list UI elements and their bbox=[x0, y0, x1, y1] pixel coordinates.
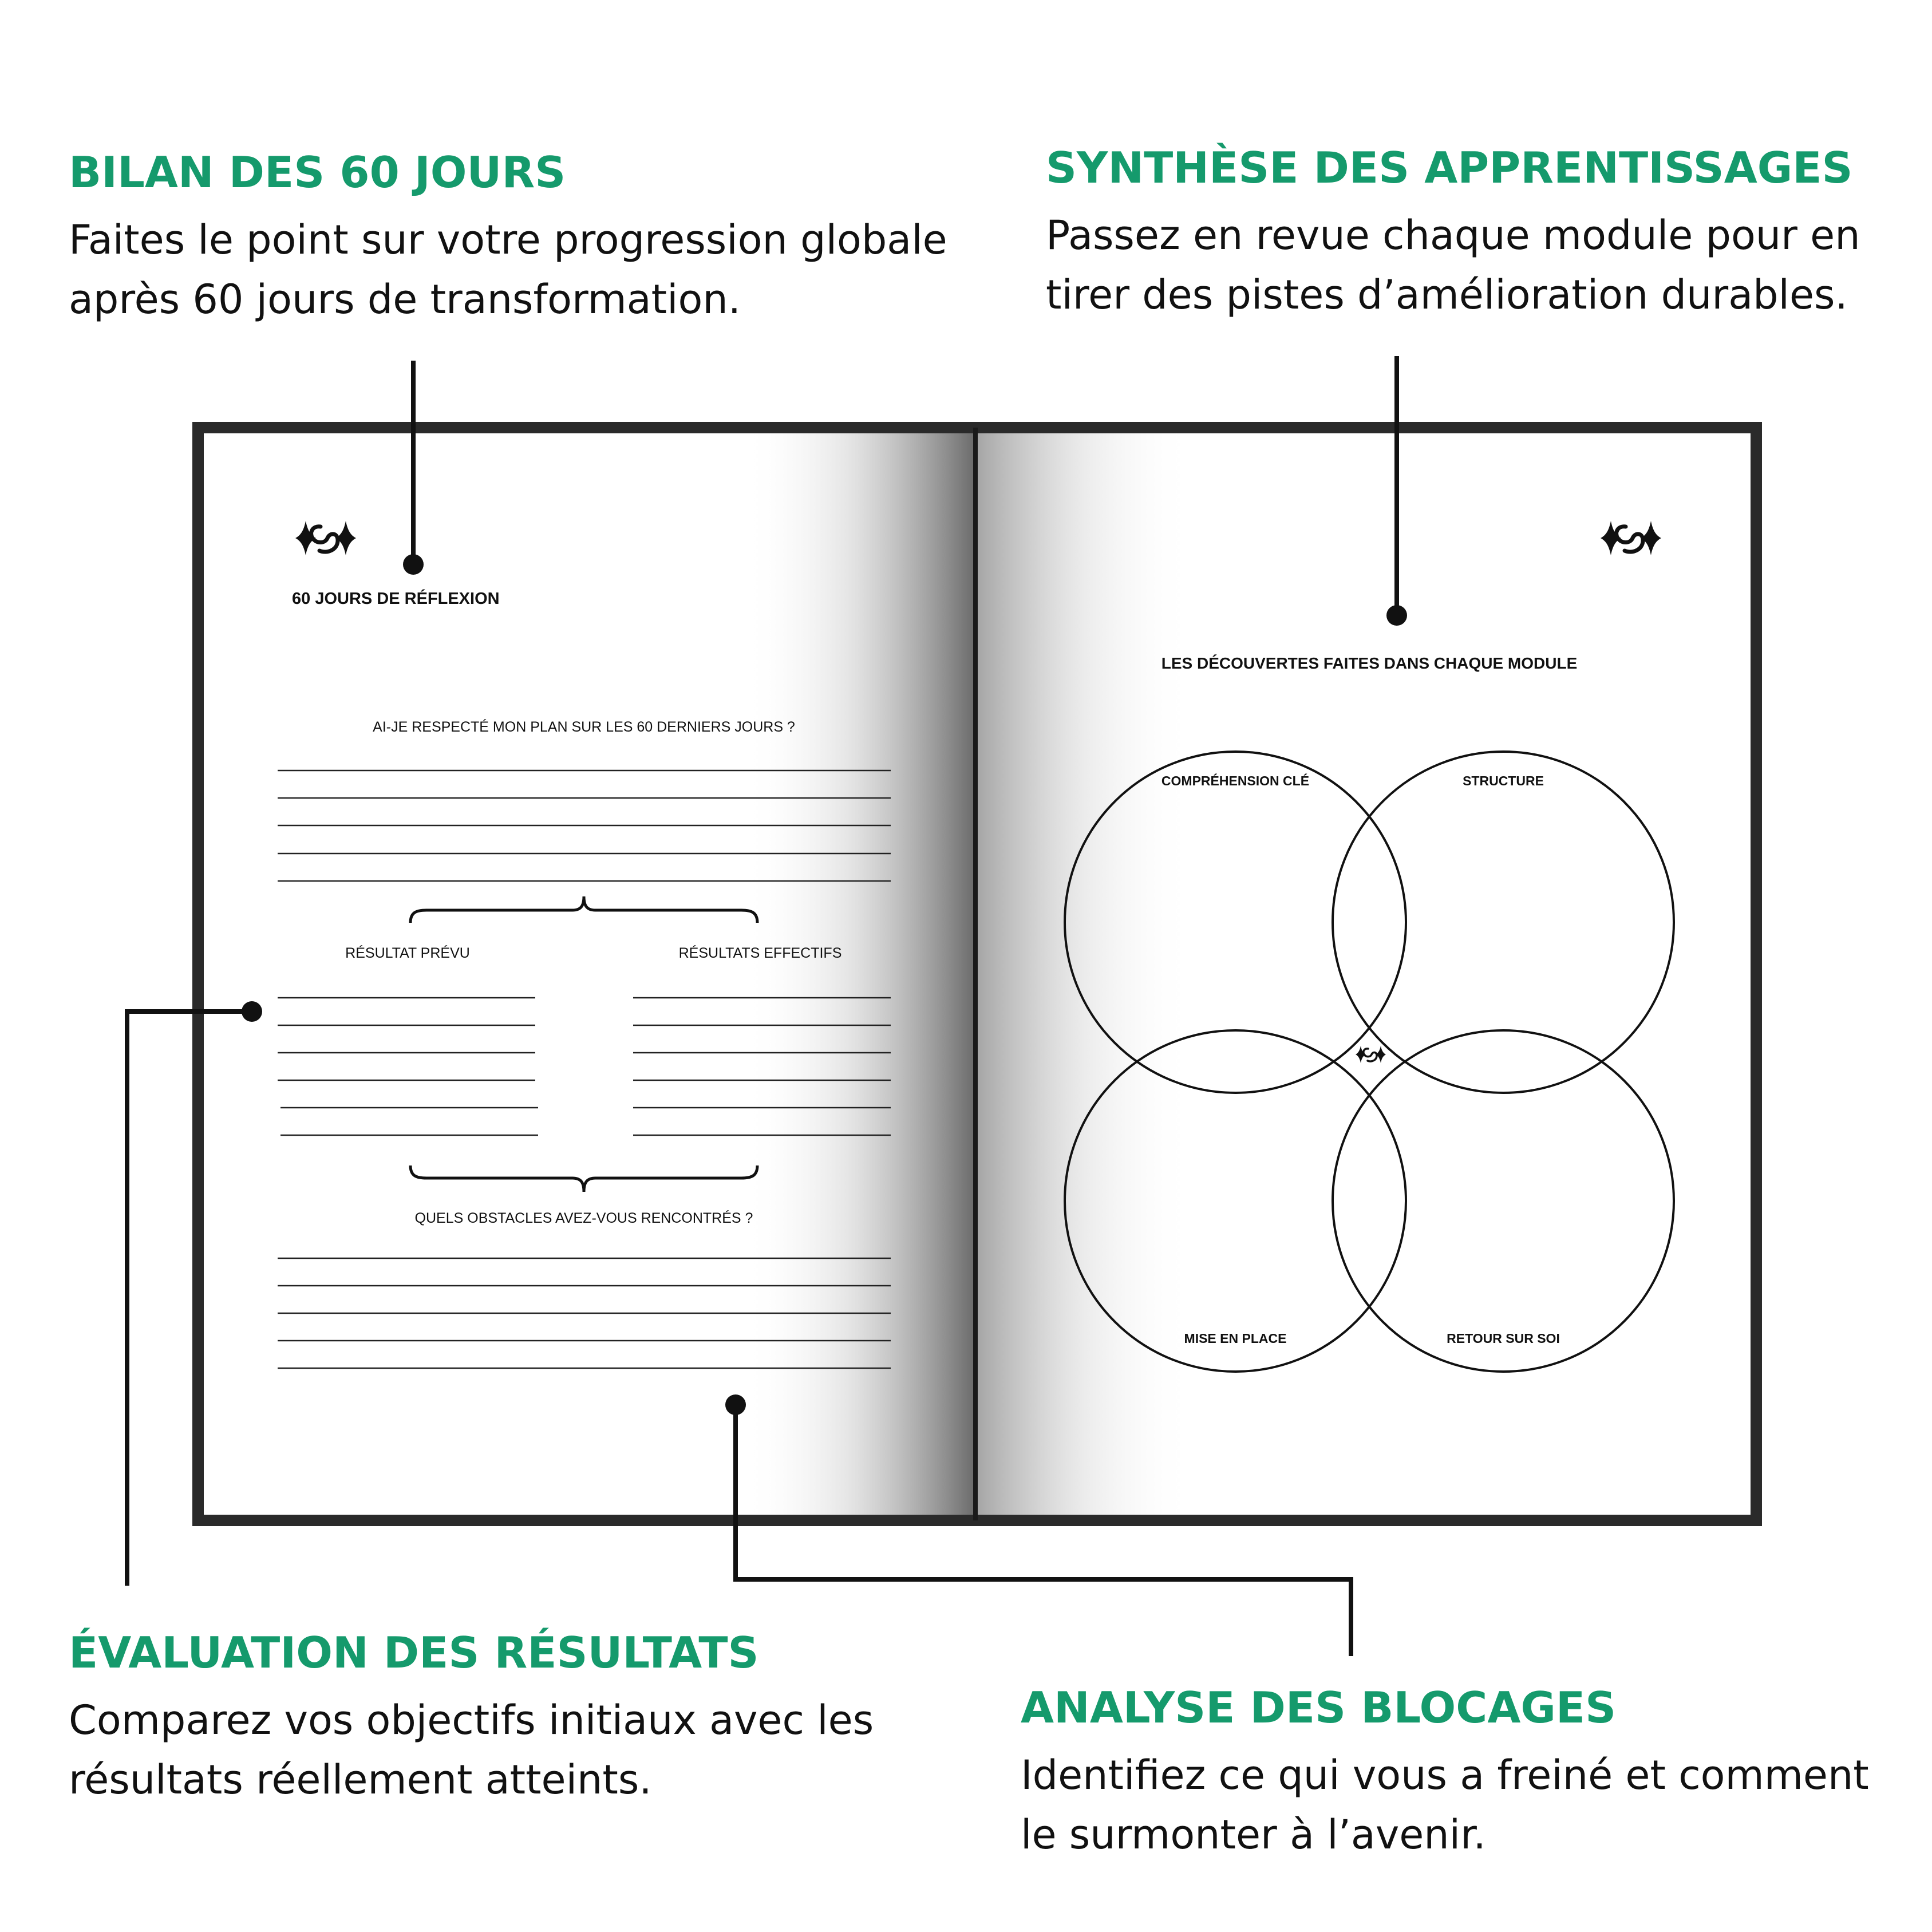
dot-bilan bbox=[403, 554, 424, 575]
right-page-title: LES DÉCOUVERTES FAITES DANS CHAQUE MODULE bbox=[1161, 654, 1578, 672]
callout-synthese-title: SYNTHÈSE DES APPRENTISSAGES bbox=[1046, 143, 1853, 193]
callout-bilan-text: Faites le point sur votre progression globale après 60 jours de transformation. bbox=[69, 216, 947, 323]
circle-label-comprehension: COMPRÉHENSION CLÉ bbox=[1161, 773, 1310, 788]
label-actual: RÉSULTATS EFFECTIFS bbox=[678, 945, 842, 961]
left-gutter-shadow bbox=[744, 433, 975, 1515]
callout-evaluation-title: ÉVALUATION DES RÉSULTATS bbox=[69, 1627, 759, 1678]
label-planned: RÉSULTAT PRÉVU bbox=[345, 945, 470, 961]
callout-analyse-title: ANALYSE DES BLOCAGES bbox=[1021, 1682, 1617, 1733]
left-page-header: 60 JOURS DE RÉFLEXION bbox=[292, 590, 500, 608]
circle-label-mise-en-place: MISE EN PLACE bbox=[1184, 1331, 1287, 1346]
callout-synthese-text: Passez en revue chaque module pour en tirer des pistes d’amélioration durables. bbox=[1046, 212, 1860, 318]
circle-label-structure: STRUCTURE bbox=[1463, 773, 1544, 788]
callout-evaluation-text: Comparez vos objectifs initiaux avec les résultats réellement atteints. bbox=[69, 1697, 874, 1803]
question-obstacles: QUELS OBSTACLES AVEZ-VOUS RENCONTRÉS ? bbox=[414, 1210, 753, 1226]
dot-synthese bbox=[1386, 605, 1407, 626]
callout-analyse-text: Identifiez ce qui vous a freiné et comment le surmonter à l’avenir. bbox=[1021, 1752, 1869, 1858]
right-gutter-shadow bbox=[975, 433, 1193, 1515]
dot-analyse bbox=[725, 1394, 746, 1415]
callout-bilan-title: BILAN DES 60 JOURS bbox=[69, 147, 566, 197]
circle-label-retour: RETOUR SUR SOI bbox=[1447, 1331, 1560, 1346]
dot-evaluation bbox=[242, 1001, 262, 1022]
question-plan: AI-JE RESPECTÉ MON PLAN SUR LES 60 DERNIERS JOURS ? bbox=[373, 719, 795, 735]
